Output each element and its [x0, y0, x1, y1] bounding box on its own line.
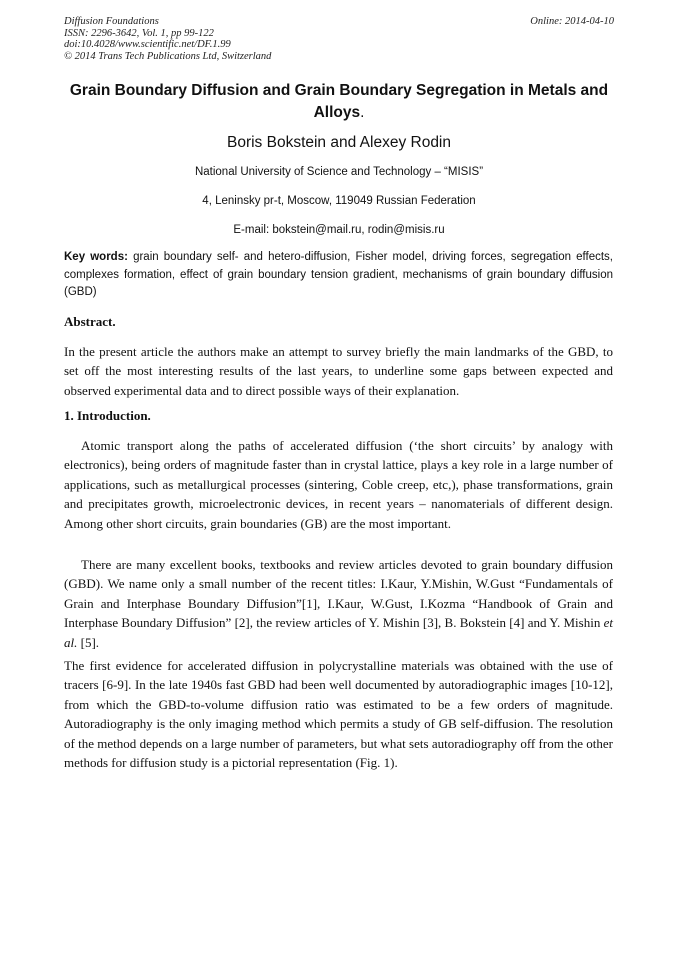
introduction-heading: 1. Introduction. — [64, 408, 151, 423]
keywords-label: Key words: — [64, 251, 128, 263]
intro-p2-text: There are many excellent books, textbooks and review articles devoted to grain boundary diffusion (GBD). We name only a small number of the recent titles: I.Kaur, Y.Mishin, W.Gust “Fundamentals of Grain and Interphase Boundary Diffusion”[1], I.Kaur, W.Gust, I.Kozma “Handbook of Grain and Interphase Boundary Diffusion” [2], the review articles of Y. Mishin [3], B. Bokstein [4] and Y. Mishin — [64, 557, 613, 631]
intro-paragraph-1: Atomic transport along the paths of accelerated diffusion (‘the short circuits’ by analogy with electronics), being orders of magnitude faster than in crystal lattice, plays a key role in a large number of applications, such as metallurgical processes (sintering, Coble creep, etc,), phase transformations, grain and precipitates growth, microelectronic devices, in recent years – nanomaterials of different design. Among other short circuits, grain boundaries (GB) are the most important. — [64, 438, 613, 531]
abstract-text: In the present article the authors make an attempt to survey briefly the main landmarks of the GBD, to set off the most interesting results of the last years, to underline some gaps between expected and observed experimental data and to direct possible ways of their explanation. — [64, 344, 613, 398]
doi-line: doi:10.4028/www.scientific.net/DF.1.99 — [64, 39, 231, 50]
intro-paragraph-2 — [64, 555, 613, 652]
keywords-text: grain boundary self- and hetero-diffusion, Fisher model, driving forces, segregation effects, complexes formation, effect of grain boundary tension gradient, mechanisms of grain boundary diffusion (GBD) — [64, 251, 613, 298]
title-text: Grain Boundary Diffusion and Grain Boundary Segregation in Metals and Alloys — [69, 82, 609, 121]
authors: Boris Bokstein and Alexey Rodin — [226, 134, 452, 151]
issn-line: ISSN: 2296-3642, Vol. 1, pp 99-122 — [64, 27, 214, 39]
journal-header — [64, 16, 271, 62]
copyright-line: © 2014 Trans Tech Publications Ltd, Switzerland — [64, 50, 272, 62]
affiliation-institution: National University of Science and Technology – “MISIS” — [194, 166, 484, 178]
journal-name: Diffusion Foundations — [64, 16, 159, 27]
online-date: Online: 2014-04-10 — [530, 16, 614, 27]
paper-title — [64, 80, 614, 124]
intro-paragraph-3: The first evidence for accelerated diffusion in polycrystalline materials was obtained with the use of tracers [6-9]. In the late 1940s fast GBD had been well documented by autoradiographic images [10-12], from which the GBD-to-volume diffusion ratio was estimated to be a few orders of magnitude. Autoradiography is the only imaging method which permits a study of GB self-diffusion. The resolution of the method depends on a large number of parameters, but what sets autoradiography off from the other methods for diffusion study is a pictorial representation (Fig. 1). — [64, 658, 613, 771]
intro-p2-etal: et al. — [64, 615, 613, 650]
affiliation-email: E-mail: bokstein@mail.ru, rodin@misis.ru — [233, 224, 445, 236]
affiliation-address: 4, Leninsky pr-t, Moscow, 119049 Russian Federation — [202, 195, 476, 207]
keywords — [64, 249, 613, 302]
title-period: . — [360, 104, 365, 121]
abstract-heading: Abstract. — [64, 314, 116, 329]
intro-p2-end: [5]. — [77, 634, 100, 650]
